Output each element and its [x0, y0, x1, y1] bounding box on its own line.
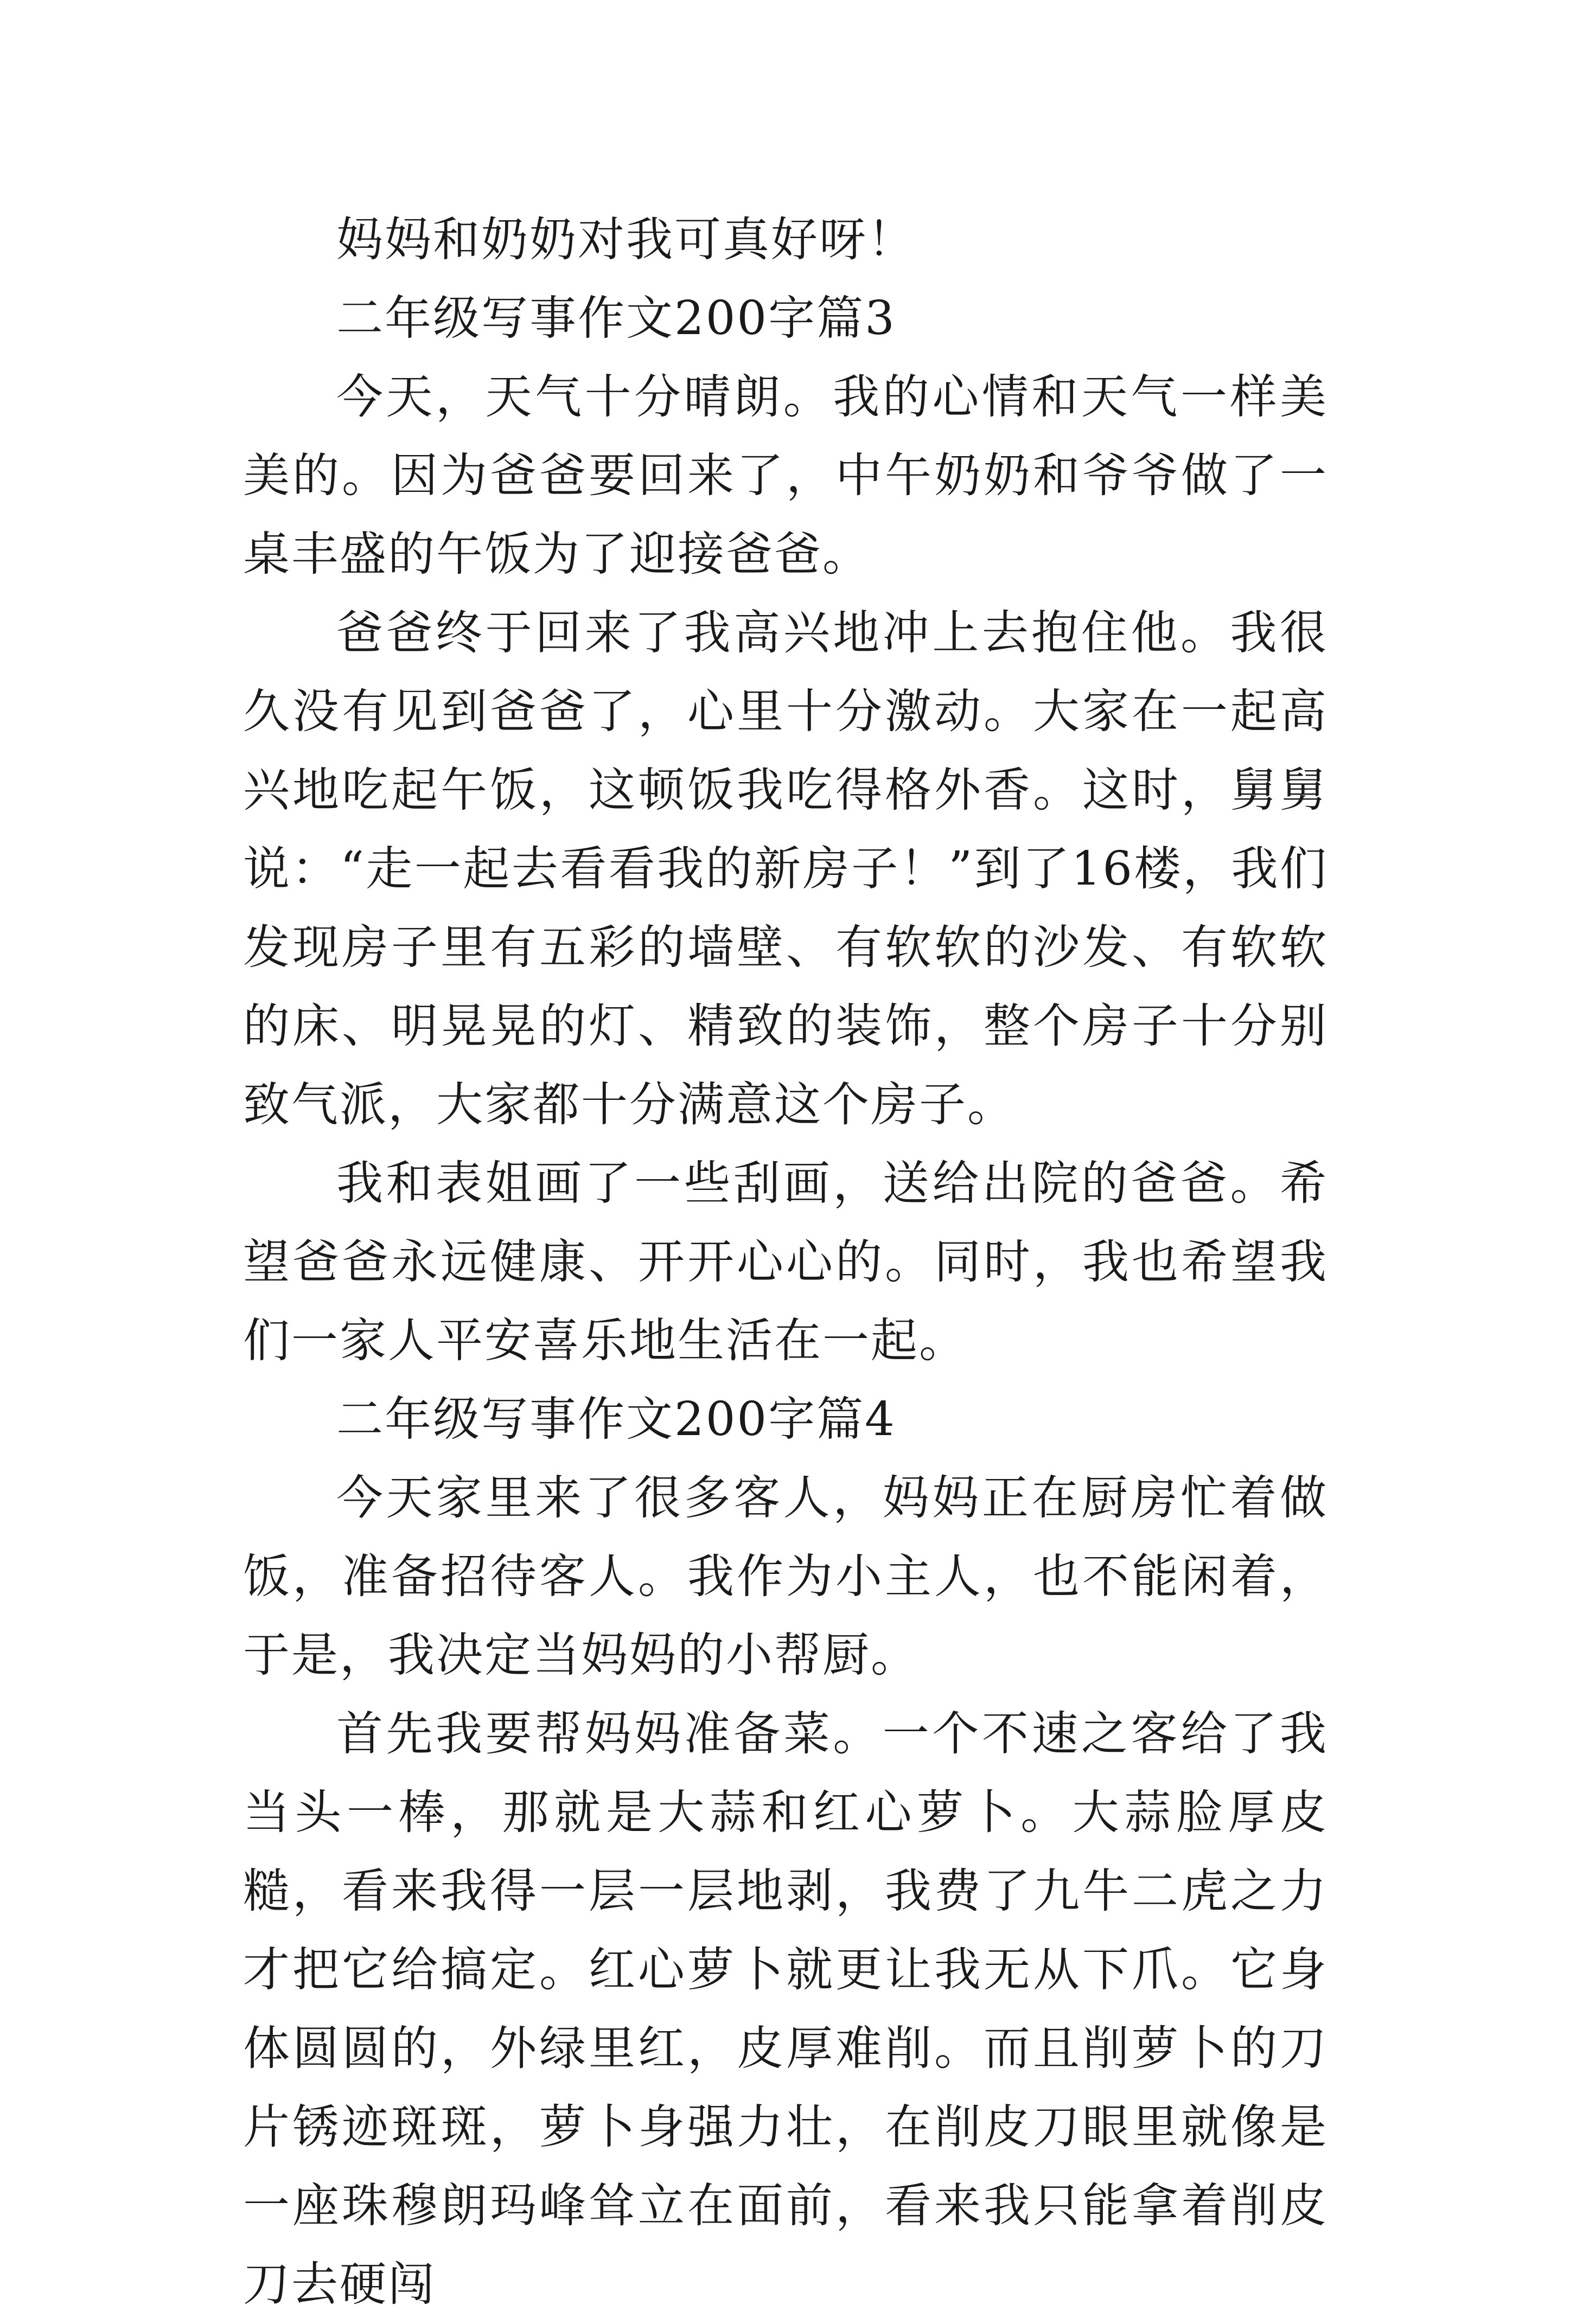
- paragraph-5: 今天家里来了很多客人，妈妈正在厨房忙着做饭，准备招待客人。我作为小主人，也不能闲着，于是，我决定当妈妈的小帮厨。: [243, 1471, 1328, 1682]
- paragraph-2: 今天，天气十分晴朗。我的心情和天气一样美美的。因为爸爸要回来了，中午奶奶和爷爷做了一桌丰盛的午饭为了迎接爸爸。: [243, 370, 1328, 581]
- section-heading-3: 二年级写事作文200字篇3: [336, 291, 896, 345]
- paragraph-4: 我和表姐画了一些刮画，送给出院的爸爸。希望爸爸永远健康、开开心心的。同时，我也希望我们一家人平安喜乐地生活在一起。: [243, 1156, 1328, 1368]
- document-body: [243, 201, 1328, 2324]
- paragraph-3: 爸爸终于回来了我高兴地冲上去抱住他。我很久没有见到爸爸了，心里十分激动。大家在一起高兴地吃起午饭，这顿饭我吃得格外香。这时，舅舅说：“走一起去看看我的新房子！”到了16楼，我们发现房子里有五彩的墙壁、有软软的沙发、有软软的床、明晃晃的灯、精致的装饰，整个房子十分别致气派，大家都十分满意这个房子。: [243, 606, 1328, 1132]
- section-heading-4: 二年级写事作文200字篇4: [336, 1392, 896, 1446]
- paragraph-1: 妈妈和奶奶对我可真好呀！: [336, 213, 916, 267]
- paragraph-6: 首先我要帮妈妈准备菜。一个不速之客给了我当头一棒，那就是大蒜和红心萝卜。大蒜脸厚皮糙，看来我得一层一层地剥，我费了九牛二虎之力才把它给搞定。红心萝卜就更让我无从下爪。它身体圆圆的，外绿里红，皮厚难削。而且削萝卜的刀片锈迹斑斑，萝卜身强力壮，在削皮刀眼里就像是一座珠穆朗玛峰耸立在面前，看来我只能拿着削皮刀去硬闯: [243, 1707, 1328, 2312]
